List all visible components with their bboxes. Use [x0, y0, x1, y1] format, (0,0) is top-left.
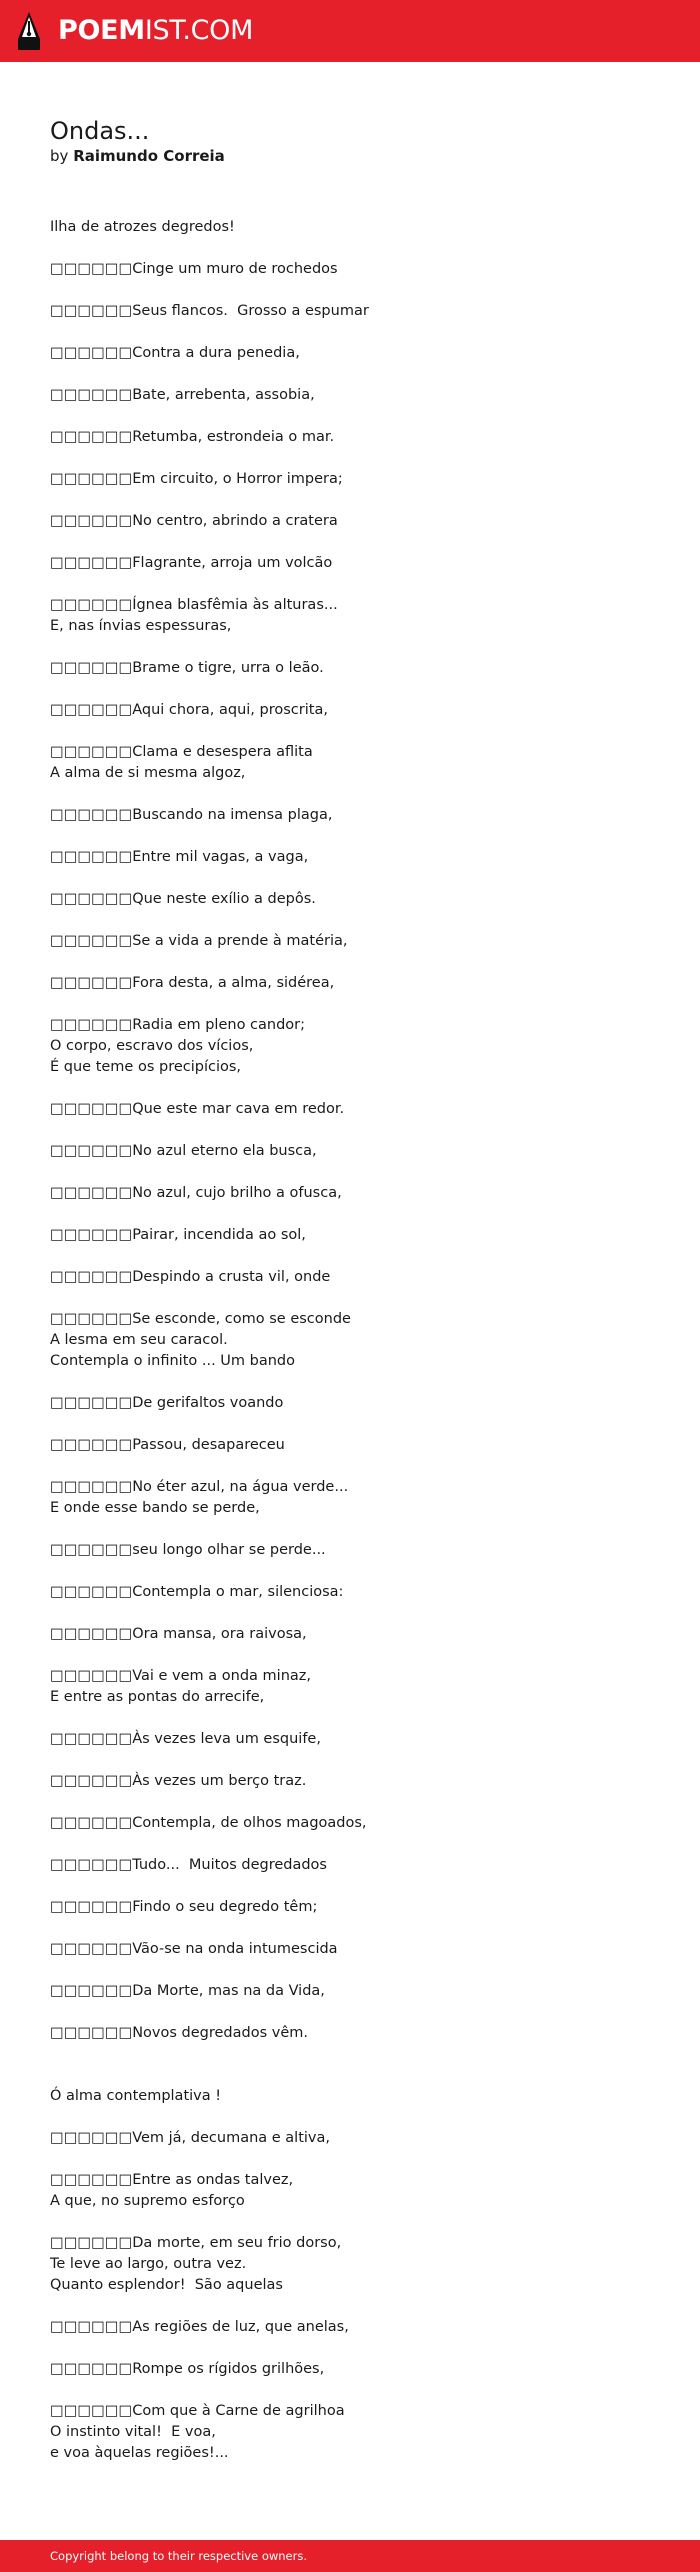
- poem-stanza: [50, 2317, 650, 2338]
- logo-text-thin: IST.COM: [144, 15, 254, 46]
- poem-line: A que, no supremo esforço: [50, 2193, 245, 2209]
- poem-line: □□□□□□seu longo olhar se perde...: [50, 1542, 326, 1558]
- byline-prefix: by: [50, 147, 69, 165]
- poem-line: □□□□□□Vão-se na onda intumescida: [50, 1941, 338, 1957]
- poem-line: □□□□□□Contempla, de olhos magoados,: [50, 1815, 367, 1831]
- poem-stanza: [50, 1666, 650, 1708]
- poem-stanza: [50, 1855, 650, 1876]
- poem-stanza: [50, 553, 650, 574]
- poem-stanza: [50, 1897, 650, 1918]
- poem-stanza: [50, 2086, 650, 2107]
- poem-line: □□□□□□Se esconde, como se esconde: [50, 1311, 351, 1327]
- poem-line: □□□□□□Retumba, estrondeia o mar.: [50, 429, 335, 445]
- site-footer: [0, 2540, 700, 2572]
- poem-line: □□□□□□No éter azul, na água verde...: [50, 1479, 349, 1495]
- poem-line: □□□□□□Novos degredados vêm.: [50, 2025, 308, 2041]
- footer-copyright: Copyright belong to their respective owners.: [50, 2549, 308, 2563]
- poem-line: □□□□□□Pairar, incendida ao sol,: [50, 1227, 306, 1243]
- poem-line: □□□□□□Às vezes um berço traz.: [50, 1773, 307, 1789]
- site-logo[interactable]: [16, 11, 253, 51]
- poem-stanza: [50, 973, 650, 994]
- poem-line: □□□□□□Radia em pleno candor;: [50, 1017, 306, 1033]
- poem-stanza: [50, 2359, 650, 2380]
- poem-line: □□□□□□Aqui chora, aqui, proscrita,: [50, 702, 328, 718]
- poem-line: Quanto esplendor! São aquelas: [50, 2277, 283, 2293]
- poem-stanza: [50, 889, 650, 910]
- logo-text-bold: POEM: [58, 15, 145, 46]
- poem-line: □□□□□□De gerifaltos voando: [50, 1395, 284, 1411]
- poem-stanza: [50, 2170, 650, 2212]
- poem-line: □□□□□□Despindo a crusta vil, onde: [50, 1269, 331, 1285]
- poem-line: E onde esse bando se perde,: [50, 1500, 260, 1516]
- poem-stanza: [50, 427, 650, 448]
- poem-stanza: [50, 1813, 650, 1834]
- poem-line: Te leve ao largo, outra vez.: [50, 2256, 247, 2272]
- poem-stanza: [50, 1939, 650, 1960]
- poem-stanza: [50, 1099, 650, 1120]
- poem-stanza: [50, 1015, 650, 1078]
- poem-stanza: [50, 742, 650, 784]
- poem-line: Contempla o infinito ... Um bando: [50, 1353, 295, 1369]
- poem-content: [0, 62, 700, 2524]
- poem-line: □□□□□□Tudo... Muitos degredados: [50, 1857, 327, 1873]
- poem-line: □□□□□□Entre as ondas talvez,: [50, 2172, 294, 2188]
- poem-line: □□□□□□Da morte, em seu frio dorso,: [50, 2235, 342, 2251]
- poem-stanza: [50, 1540, 650, 1561]
- poem-stanza: [50, 2023, 650, 2044]
- poem-line: e voa àquelas regiões!...: [50, 2445, 229, 2461]
- poem-stanza: [50, 595, 650, 637]
- poem-line: □□□□□□Vai e vem a onda minaz,: [50, 1668, 311, 1684]
- poem-line: □□□□□□Seus flancos. Grosso a espumar: [50, 303, 369, 319]
- poem-stanza: [50, 1309, 650, 1372]
- poem-line: □□□□□□Findo o seu degredo têm;: [50, 1899, 318, 1915]
- poem-stanza: [50, 301, 650, 322]
- poem-stanza: [50, 931, 650, 952]
- poem-line: □□□□□□No centro, abrindo a cratera: [50, 513, 338, 529]
- poem-line: □□□□□□Contra a dura penedia,: [50, 345, 300, 361]
- poem-stanza: [50, 259, 650, 280]
- poem-line: A lesma em seu caracol.: [50, 1332, 228, 1348]
- poem-stanza: [50, 1267, 650, 1288]
- poem-line: □□□□□□Que este mar cava em redor.: [50, 1101, 345, 1117]
- poem-stanza: [50, 343, 650, 364]
- poem-line: Ilha de atrozes degredos!: [50, 219, 235, 235]
- pen-nib-icon: [16, 11, 42, 51]
- poem-stanza: [50, 511, 650, 532]
- poem-byline: [50, 146, 650, 166]
- poem-stanza: [50, 1477, 650, 1519]
- poem-line: □□□□□□Que neste exílio a depôs.: [50, 891, 316, 907]
- site-header: [0, 0, 700, 62]
- poem-author[interactable]: Raimundo Correia: [73, 147, 225, 165]
- poem-stanza: [50, 1771, 650, 1792]
- poem-line: □□□□□□Contempla o mar, silenciosa:: [50, 1584, 344, 1600]
- poem-line: □□□□□□Passou, desapareceu: [50, 1437, 285, 1453]
- poem-stanza: [50, 2401, 650, 2464]
- poem-stanza: [50, 1981, 650, 2002]
- poem-line: □□□□□□Entre mil vagas, a vaga,: [50, 849, 309, 865]
- poem-line: □□□□□□Se a vida a prende à matéria,: [50, 933, 348, 949]
- poem-line: □□□□□□Às vezes leva um esquife,: [50, 1731, 321, 1747]
- poem-line: □□□□□□Clama e desespera aflita: [50, 744, 313, 760]
- poem-stanza: [50, 847, 650, 868]
- poem-line: E, nas ínvias espessuras,: [50, 618, 232, 634]
- poem-stanza: [50, 700, 650, 721]
- poem-line: □□□□□□Brame o tigre, urra o leão.: [50, 660, 324, 676]
- poem-line: □□□□□□No azul, cujo brilho a ofusca,: [50, 1185, 342, 1201]
- poem-stanza: [50, 1582, 650, 1603]
- poem-stanza: [50, 385, 650, 406]
- poem-line: É que teme os precipícios,: [50, 1059, 242, 1075]
- poem-line: Ó alma contemplativa !: [50, 2088, 222, 2104]
- poem-line: O instinto vital! E voa,: [50, 2424, 216, 2440]
- poem-stanza: [50, 1141, 650, 1162]
- poem-line: □□□□□□Ora mansa, ora raivosa,: [50, 1626, 307, 1642]
- poem-line: □□□□□□No azul eterno ela busca,: [50, 1143, 317, 1159]
- poem-stanza: [50, 217, 650, 238]
- logo-text: [58, 11, 253, 51]
- poem-body: [50, 217, 650, 2464]
- poem-stanza: [50, 1729, 650, 1750]
- poem-line: □□□□□□Com que à Carne de agrilhoa: [50, 2403, 345, 2419]
- poem-line: □□□□□□Cinge um muro de rochedos: [50, 261, 338, 277]
- poem-line: □□□□□□Em circuito, o Horror impera;: [50, 471, 343, 487]
- poem-title: Ondas...: [50, 117, 150, 145]
- poem-line: □□□□□□As regiões de luz, que anelas,: [50, 2319, 349, 2335]
- poem-stanza: [50, 1393, 650, 1414]
- poem-line: □□□□□□Flagrante, arroja um volcão: [50, 555, 333, 571]
- poem-line: O corpo, escravo dos vícios,: [50, 1038, 254, 1054]
- poem-stanza: [50, 469, 650, 490]
- poem-line: E entre as pontas do arrecife,: [50, 1689, 265, 1705]
- poem-line: □□□□□□Bate, arrebenta, assobia,: [50, 387, 315, 403]
- poem-stanza: [50, 1435, 650, 1456]
- poem-line: □□□□□□Vem já, decumana e altiva,: [50, 2130, 330, 2146]
- poem-stanza: [50, 2128, 650, 2149]
- poem-stanza: [50, 1225, 650, 1246]
- poem-line: □□□□□□Buscando na imensa plaga,: [50, 807, 333, 823]
- poem-stanza: [50, 1183, 650, 1204]
- poem-line: □□□□□□Da Morte, mas na da Vida,: [50, 1983, 325, 1999]
- poem-line: □□□□□□Rompe os rígidos grilhões,: [50, 2361, 325, 2377]
- poem-stanza: [50, 658, 650, 679]
- poem-stanza: [50, 1624, 650, 1645]
- poem-line: □□□□□□Fora desta, a alma, sidérea,: [50, 975, 335, 991]
- poem-stanza: [50, 2233, 650, 2296]
- poem-line: A alma de si mesma algoz,: [50, 765, 246, 781]
- poem-line: □□□□□□Ígnea blasfêmia às alturas...: [50, 597, 338, 613]
- poem-stanza: [50, 805, 650, 826]
